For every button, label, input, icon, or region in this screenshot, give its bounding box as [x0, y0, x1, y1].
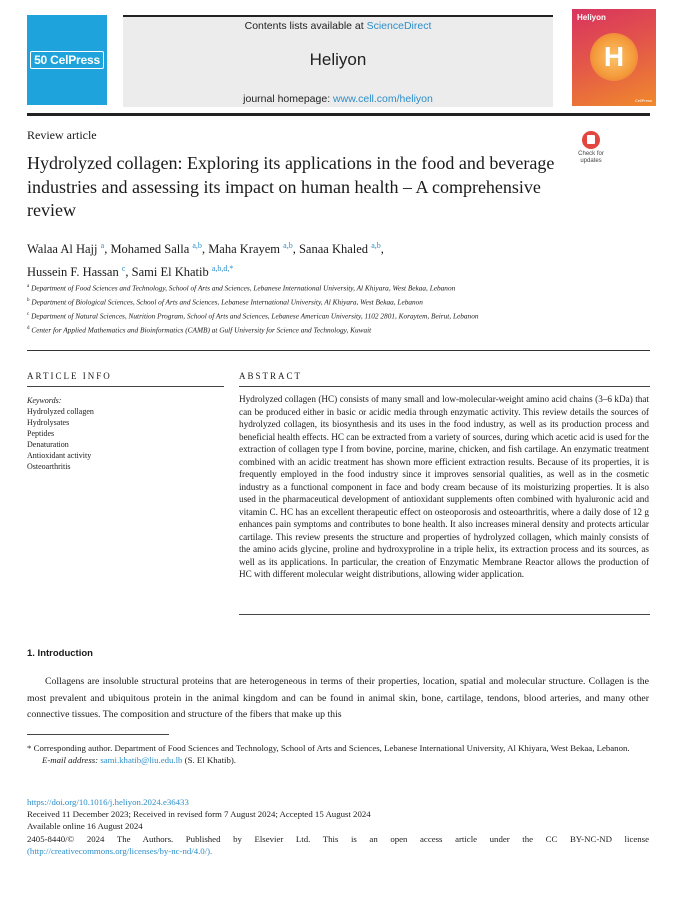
sciencedirect-link[interactable]: ScienceDirect — [366, 20, 432, 32]
affiliation-text: Department of Natural Sciences, Nutrition Program, School of Arts and Sciences, Lebanese American University, 1102 2801, Koraytem, Beirut, Lebanon — [31, 311, 479, 321]
author-list: Walaa Al Hajj $^a$, Mohamed Salla $^{a,b}$, Maha Krayem $^{a,b}$, Sanaa Khaled $^{a,b}$, Hussein F. Hassan $^c$, Sami El Khatib $^{a,b,d,*}$ — [27, 241, 384, 280]
cellpress-logo-text: 50 CelPress — [30, 51, 104, 69]
affiliation-item — [27, 295, 627, 307]
journal-title: Heliyon — [309, 50, 367, 69]
email-line — [42, 754, 649, 766]
footnote-divider — [27, 734, 169, 735]
homepage-prefix: journal homepage: — [243, 93, 334, 105]
crossmark-label-line2: updates — [580, 158, 602, 164]
cover-letter: H — [603, 41, 625, 72]
keywords-label: Keywords: — [27, 396, 62, 405]
affiliation-item — [27, 309, 627, 321]
affiliation-sup: d — [27, 325, 30, 331]
license-text: 2405-8440/© 2024 The Authors. Published by Elsevier Ltd. This is an open access article under the CC BY-NC-ND license — [27, 833, 649, 844]
email-suffix: (S. El Khatib). — [184, 755, 236, 765]
license-link[interactable]: (http://creativecommons.org/licenses/by-nc-nd/4.0/). — [27, 845, 213, 856]
contents-prefix: Contents lists available at — [244, 20, 367, 32]
section-divider — [27, 350, 650, 351]
doi-link[interactable]: https://doi.org/10.1016/j.heliyon.2024.e36433 — [27, 797, 189, 807]
affiliation-text: Center for Applied Mathematics and Bioinformatics (CAMB) at Gulf University for Science and Technology, Kuwait — [31, 325, 372, 335]
corresponding-author-note: * Corresponding author. Department of Food Sciences and Technology, School of Arts and Sciences, Lebanese International University, Al Khiyara, West Bekaa, Lebanon. — [27, 743, 630, 753]
author-affil-sup[interactable]: c — [121, 264, 126, 274]
author-name[interactable]: Mohamed Salla — [110, 242, 190, 257]
keyword-item: Hydrolyzed collagen — [27, 407, 94, 416]
cover-logo-icon — [590, 33, 638, 81]
introduction-heading: 1. Introduction — [27, 648, 93, 659]
journal-header — [123, 15, 553, 107]
received-dates: Received 11 December 2023; Received in revised form 7 August 2024; Accepted 15 August 2024 — [27, 809, 371, 820]
author-name[interactable]: Sanaa Khaled — [298, 242, 369, 257]
article-title: Hydrolyzed collagen: Exploring its applications in the food and beverage industries and assessing its impact on human health – A comprehensive review — [27, 153, 555, 220]
abstract-bottom-divider — [239, 614, 650, 615]
keyword-item: Peptides — [27, 429, 55, 438]
introduction-text: Collagens are insoluble structural proteins that are heterogeneous in terms of their properties, location, spatial and molecular structure. Collagen is the most prevalent and ubiquitous protein in the animal kingdom and can be found in animal skin, bone, cartilage, tendons, blood arteries, and many other connective tissues. The composition and structure of the fibers that make up this — [27, 676, 649, 720]
crossmark-label-line1: Check for — [578, 151, 604, 157]
email-link[interactable]: sami.khatib@liu.edu.lb — [100, 755, 183, 765]
email-label: E-mail address: — [42, 755, 99, 765]
article-meta — [27, 796, 649, 857]
affiliation-sup: a — [27, 284, 30, 289]
article-type: Review article — [27, 128, 97, 142]
keyword-item: Osteoarthritis — [27, 462, 71, 471]
available-online: Available online 16 August 2024 — [27, 821, 143, 832]
author-affil-sup[interactable]: a,b,d,* — [211, 264, 234, 274]
author-affil-sup[interactable]: a,b — [371, 241, 381, 250]
contents-line — [123, 20, 553, 32]
check-for-updates-button[interactable] — [572, 131, 610, 169]
author-name[interactable]: Sami El Khatib — [131, 265, 209, 280]
cover-footer: CellPress — [634, 98, 652, 103]
keywords-block — [27, 395, 94, 472]
affiliation-item — [27, 323, 627, 335]
keyword-item: Hydrolysates — [27, 418, 70, 427]
homepage-line — [123, 93, 553, 105]
homepage-link[interactable]: www.cell.com/heliyon — [333, 93, 433, 105]
crossmark-icon — [582, 131, 600, 149]
author-name[interactable]: Hussein F. Hassan — [27, 265, 119, 280]
cellpress-logo[interactable] — [27, 15, 107, 105]
affiliation-sup: c — [27, 311, 30, 317]
keyword-item: Denaturation — [27, 440, 69, 449]
article-info-divider — [27, 386, 224, 387]
journal-cover-image[interactable] — [572, 9, 656, 106]
keyword-item: Antioxidant activity — [27, 451, 92, 460]
affiliation-item — [27, 281, 627, 293]
author-affil-sup[interactable]: a,b — [283, 241, 293, 250]
affiliation-sup: b — [27, 297, 30, 303]
affiliation-text: Department of Biological Sciences, School of Arts and Sciences, Lebanese International University, Al Khiyara, West Bekaa, Lebanon — [31, 297, 423, 307]
abstract-heading: ABSTRACT — [239, 371, 303, 381]
crossmark-label — [572, 151, 610, 165]
author-affil-sup[interactable]: a — [100, 241, 105, 250]
abstract-text: Hydrolyzed collagen (HC) consists of many small and low-molecular-weight amino acid chains (3–6 kDa) that can be produced either in basic or acidic media through enzymatic activity. This review details the sources of hydrolyzed collagen, its biosynthesis and its uses in the food industry, as well as its production process and beneficial health effects. HC can be extracted from a variety of sources, during which acetic acid is used for the extraction of collagen type I from bovine, porcine, marine, chicken, and fish cartilage. An enzymatic treatment combined with an acidic treatment has shown more efficient extraction results. Because of its properties, it is frequently employed in the food industry since it improves sensorial qualities, as well as in the cosmetic industry as a functional component in face and body cream because of its moisturizing properties. It is also used in the pharmaceutical development of antioxidant supplements often combined with hyaluronic acid and vitamin C. HC has an excellent therapeutic effect on osteoporosis and osteoarthritis, where a daily dose of 12 g enhances pain symptoms and contributes to bone health. It also increases mineral density and protects articular cartilage. This review presents the structure and properties of hydrolyzed collagen, which mainly consists of the amino acids glycine, proline and hydroxyproline in a triple helix, its extraction process and its sources, as well as its applications. In particular, the creation of Enzymatic Membrane Reactor allows the production of HC with different molecular weight distributions, allowing wider application. — [239, 394, 649, 579]
footnote-block — [27, 742, 649, 766]
cover-title: Heliyon — [577, 13, 606, 22]
author-name[interactable]: Walaa Al Hajj — [27, 242, 98, 257]
author-name[interactable]: Maha Krayem — [208, 242, 281, 257]
abstract-divider — [239, 386, 650, 387]
affiliation-text: Department of Food Sciences and Technology, School of Arts and Sciences, Lebanese International University, Al Khiyara, West Bekaa, Lebanon — [31, 283, 456, 293]
affiliation-list — [27, 281, 627, 337]
header-divider — [27, 113, 650, 116]
author-affil-sup[interactable]: a,b — [192, 241, 202, 250]
article-info-heading: ARTICLE INFO — [27, 371, 112, 381]
